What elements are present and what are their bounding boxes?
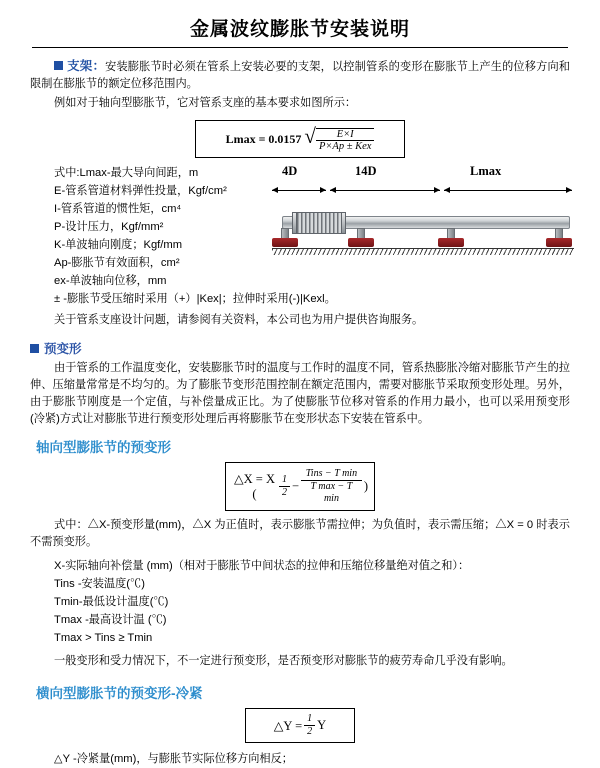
pipe-support-anchor: [272, 228, 298, 248]
expansion-joint-figure: [270, 164, 576, 272]
bracket-section-paragraph: [30, 58, 570, 93]
legend-item: Ap-膨胀节有效面积，cm²: [54, 257, 180, 269]
figure-label-14d: 14D: [355, 164, 377, 178]
bracket-paragraph-2: 例如对于轴向型膨胀节，它对管系支座的基本要求如图所示：: [54, 97, 357, 109]
legend-item: P-设计压力，Kgf/mm²: [54, 221, 164, 233]
axial-formula-temp-fraction: $\frac{\text{Tins − T min}}{\text{T max − T min}}$: [301, 468, 362, 505]
legend-item: Tmin-最低设计温度(℃): [54, 596, 169, 608]
axial-formula-half: $\frac{1}{2}$: [279, 474, 290, 499]
figure-label-4d: 4D: [282, 164, 298, 178]
blue-square-bullet-icon: [30, 344, 39, 353]
pre-deform-heading-row: [30, 339, 570, 357]
legend-item: ± -膨胀节受压缩时采用（+）|Kex|；拉伸时采用(-)|Kexl。: [54, 293, 336, 305]
pre-deform-heading: 预变形: [44, 342, 82, 356]
axial-formula-note: 式中：△X-预变形量(mm)，△X 为正值时，表示膨胀节需拉伸；为负值时，表示需压缩；△X = 0 时表示不需预变形。: [30, 519, 570, 548]
bracket-heading: 支架：: [67, 59, 106, 73]
axial-pre-deform-heading: 轴向型膨胀节的预变形: [36, 440, 171, 455]
legend-item: X-实际轴向补偿量 (mm)（相对于膨胀节中间状态的拉伸和压缩位移量绝对值之和）：: [54, 560, 470, 572]
figure-dimension-labels: [270, 164, 576, 180]
pipe-support-guide-1: [348, 228, 374, 248]
lateral-formula-note: △Y -冷紧量(mm)，与膨胀节实际位移方向相反；: [54, 753, 293, 765]
lmax-denominator: P×Ap ± Kex: [318, 141, 372, 152]
lateral-formula-half: $\frac{1}{2}$: [304, 713, 315, 738]
legend-item: ex-单波轴向位移，mm: [54, 275, 167, 287]
pipe-support-guide-2: [438, 228, 464, 248]
square-root-icon: √ $\frac{E\times I}{\text{P×Ap ± Kex}}$: [304, 126, 374, 152]
document-page: [0, 14, 600, 765]
lateral-formula-box: [245, 708, 355, 743]
page-title: 金属波纹膨胀节安装说明: [189, 19, 410, 40]
legend-item: Tmax > Tins ≥ Tmin: [54, 632, 153, 644]
bellows-element: [296, 212, 342, 234]
title-divider: [32, 47, 568, 48]
axial-formula-minus: −: [292, 479, 300, 493]
lmax-formula-lhs: Lmax = 0.0157: [225, 131, 302, 146]
pipe-support-guide-3: [546, 228, 572, 248]
lmax-numerator: E×I: [316, 129, 375, 141]
figure-label-lmax: Lmax: [470, 164, 502, 178]
legend-item: Tins -安装温度(℃): [54, 578, 145, 590]
dimension-arrow-4d: [272, 190, 326, 191]
pre-deform-paragraph-1: 由于管系的工作温度变化，安装膨胀节时的温度与工作时的温度不同，管系热膨胀冷缩对膨胀节产生的拉伸、压缩量常常是不均匀的。为了膨胀节变形范围控制在额定范围内，需要对膨胀节采取预变形处理。另外，由于膨胀节刚度是一个定值，与补偿量成正比。为了使膨胀节位移对管系的作用力最小，也可以采用预变形(冷紧)方式让对膨胀节进行预变形处理后再将膨胀节在变形状态下安装在管系中。: [30, 362, 570, 425]
legend-item: K-单波轴向刚度；Kgf/mm: [54, 239, 183, 251]
document-body: [0, 58, 600, 768]
lateral-formula-lhs: △Y =: [273, 718, 303, 733]
lmax-formula-box: [195, 120, 405, 158]
lateral-pre-deform-heading: 横向型膨胀节的预变形-冷紧: [36, 686, 203, 701]
legend-item: I-管系管道的惯性矩，cm⁴: [54, 203, 182, 215]
legend-item: Tmax -最高设计温 (℃): [54, 614, 167, 626]
axial-formula-rhs: ): [363, 479, 368, 493]
blue-square-bullet-icon: [54, 61, 63, 70]
bracket-closing-paragraph: 关于管系支座设计问题，请参阅有关资料，本公司也为用户提供咨询服务。: [54, 314, 424, 326]
axial-closing-paragraph: 一般变形和受力情况下，不一定进行预变形，是否预变形对膨胀节的疲劳寿命几乎没有影响。: [54, 655, 513, 667]
figure-drawing: [270, 182, 576, 272]
axial-formula-box: [225, 462, 375, 511]
bellows-right-cap: [341, 212, 346, 234]
dimension-arrow-lmax: [444, 190, 572, 191]
axial-legend-list: [30, 557, 570, 647]
legend-item: E-管系管道材料弹性投量，Kgf/cm²: [54, 185, 227, 197]
dimension-arrow-14d: [330, 190, 440, 191]
bracket-paragraph-1: 安装膨胀节时必须在管系上安装必要的支架，以控制管系的变形在膨胀节上产生的位移方向和限制在膨胀节的额定位移范围内。: [30, 61, 570, 90]
ground-hatching: [272, 248, 574, 255]
legend-item: 式中:Lmax-最大导向间距，m: [54, 167, 199, 179]
axial-formula-lhs: △X = X (: [234, 472, 275, 501]
lateral-formula-rhs: Y: [317, 718, 327, 732]
